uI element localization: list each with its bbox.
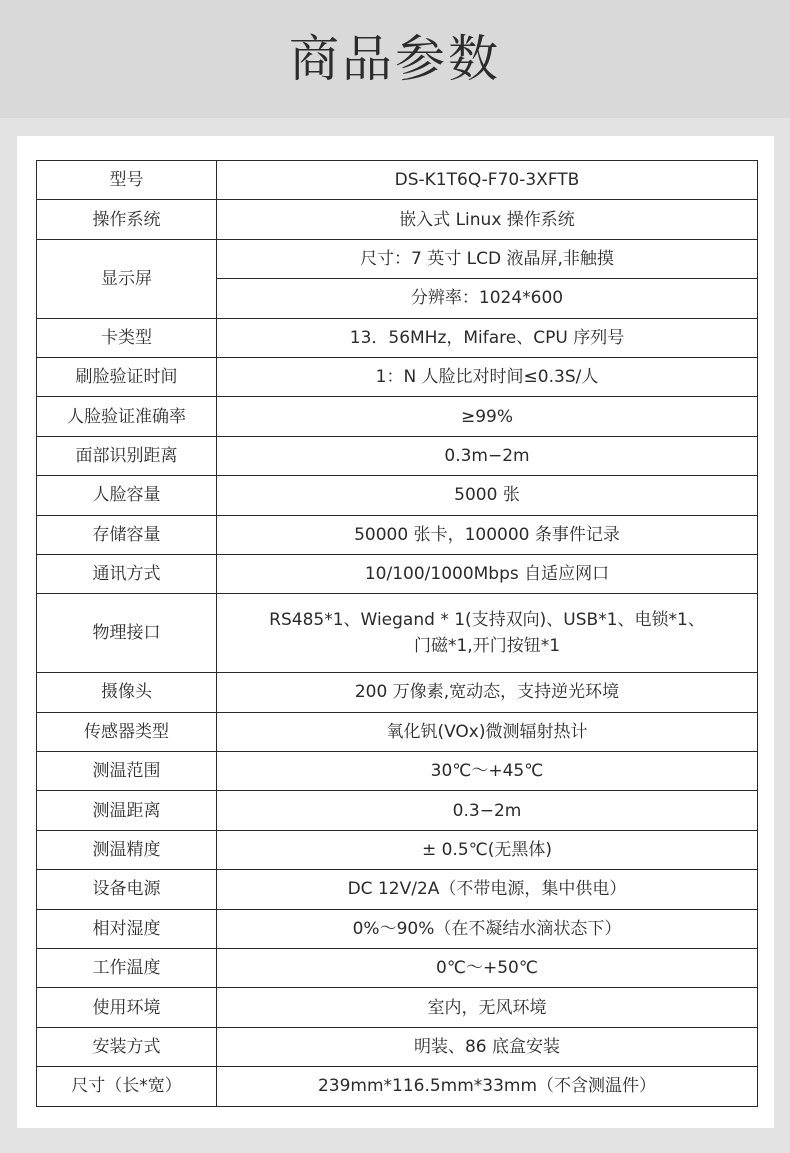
table-row xyxy=(37,594,758,673)
page-title: 商品参数 xyxy=(289,30,501,88)
spec-label: 显示屏 xyxy=(37,239,217,318)
table-row xyxy=(37,673,758,712)
spec-value: 分辨率：1024*600 xyxy=(217,279,758,318)
spec-label: 尺寸（长*宽） xyxy=(37,1067,217,1106)
table-row xyxy=(37,988,758,1027)
spec-value: 200 万像素,宽动态，支持逆光环境 xyxy=(217,673,758,712)
table-row xyxy=(37,1027,758,1066)
spec-value: 室内，无风环境 xyxy=(217,988,758,1027)
table-row xyxy=(37,476,758,515)
spec-label: 相对湿度 xyxy=(37,909,217,948)
spec-value: 13．56MHz，Mifare、CPU 序列号 xyxy=(217,318,758,357)
spec-value: 氧化钒(VOx)微测辐射热计 xyxy=(217,712,758,751)
spec-label: 人脸验证准确率 xyxy=(37,397,217,436)
table-row xyxy=(37,752,758,791)
spec-label: 存储容量 xyxy=(37,515,217,554)
spec-value: DC 12V/2A（不带电源，集中供电） xyxy=(217,870,758,909)
spec-label: 刷脸验证时间 xyxy=(37,357,217,396)
spec-panel xyxy=(17,136,774,1128)
table-row xyxy=(37,791,758,830)
spec-value-line: RS485*1、Wiegand * 1(支持双向)、USB*1、电锁*1、 xyxy=(269,610,705,631)
spec-value: 0.3−2m xyxy=(217,791,758,830)
spec-label: 通讯方式 xyxy=(37,554,217,593)
table-row xyxy=(37,1067,758,1106)
spec-value: 10/100/1000Mbps 自适应网口 xyxy=(217,554,758,593)
spec-value: 0%～90%（在不凝结水滴状态下） xyxy=(217,909,758,948)
spec-label: 人脸容量 xyxy=(37,476,217,515)
table-row xyxy=(37,554,758,593)
table-row xyxy=(37,357,758,396)
spec-value: 明装、86 底盒安装 xyxy=(217,1027,758,1066)
table-row xyxy=(37,712,758,751)
table-row xyxy=(37,239,758,278)
spec-label: 安装方式 xyxy=(37,1027,217,1066)
table-row xyxy=(37,909,758,948)
page-header xyxy=(0,0,790,118)
table-row xyxy=(37,318,758,357)
spec-value: 嵌入式 Linux 操作系统 xyxy=(217,200,758,239)
spec-table xyxy=(36,160,758,1107)
spec-label: 测温精度 xyxy=(37,830,217,869)
table-row xyxy=(37,161,758,200)
spec-value-line: 门磁*1,开门按钮*1 xyxy=(413,636,561,657)
spec-label: 使用环境 xyxy=(37,988,217,1027)
spec-label: 传感器类型 xyxy=(37,712,217,751)
spec-value: 0℃～+50℃ xyxy=(217,949,758,988)
spec-label: 面部识别距离 xyxy=(37,436,217,475)
spec-value: 30℃～+45℃ xyxy=(217,752,758,791)
spec-value: 1：N 人脸比对时间≤0.3S/人 xyxy=(217,357,758,396)
spec-label: 型号 xyxy=(37,161,217,200)
spec-value: 50000 张卡，100000 条事件记录 xyxy=(217,515,758,554)
spec-value: DS-K1T6Q-F70-3XFTB xyxy=(217,161,758,200)
table-row xyxy=(37,949,758,988)
table-row xyxy=(37,515,758,554)
spec-label: 测温距离 xyxy=(37,791,217,830)
spec-label: 操作系统 xyxy=(37,200,217,239)
spec-value: ± 0.5℃(无黑体) xyxy=(217,830,758,869)
spec-value xyxy=(217,594,758,673)
spec-value: 5000 张 xyxy=(217,476,758,515)
spec-label: 摄像头 xyxy=(37,673,217,712)
spec-label: 物理接口 xyxy=(37,594,217,673)
spec-value: 239mm*116.5mm*33mm（不含测温件） xyxy=(217,1067,758,1106)
spec-value: 0.3m−2m xyxy=(217,436,758,475)
spec-value: ≥99% xyxy=(217,397,758,436)
spec-label: 卡类型 xyxy=(37,318,217,357)
spec-label: 工作温度 xyxy=(37,949,217,988)
spec-label: 设备电源 xyxy=(37,870,217,909)
table-row xyxy=(37,397,758,436)
spec-label: 测温范围 xyxy=(37,752,217,791)
table-row xyxy=(37,200,758,239)
table-row xyxy=(37,870,758,909)
spec-value: 尺寸：7 英寸 LCD 液晶屏,非触摸 xyxy=(217,239,758,278)
table-row xyxy=(37,830,758,869)
table-row xyxy=(37,436,758,475)
